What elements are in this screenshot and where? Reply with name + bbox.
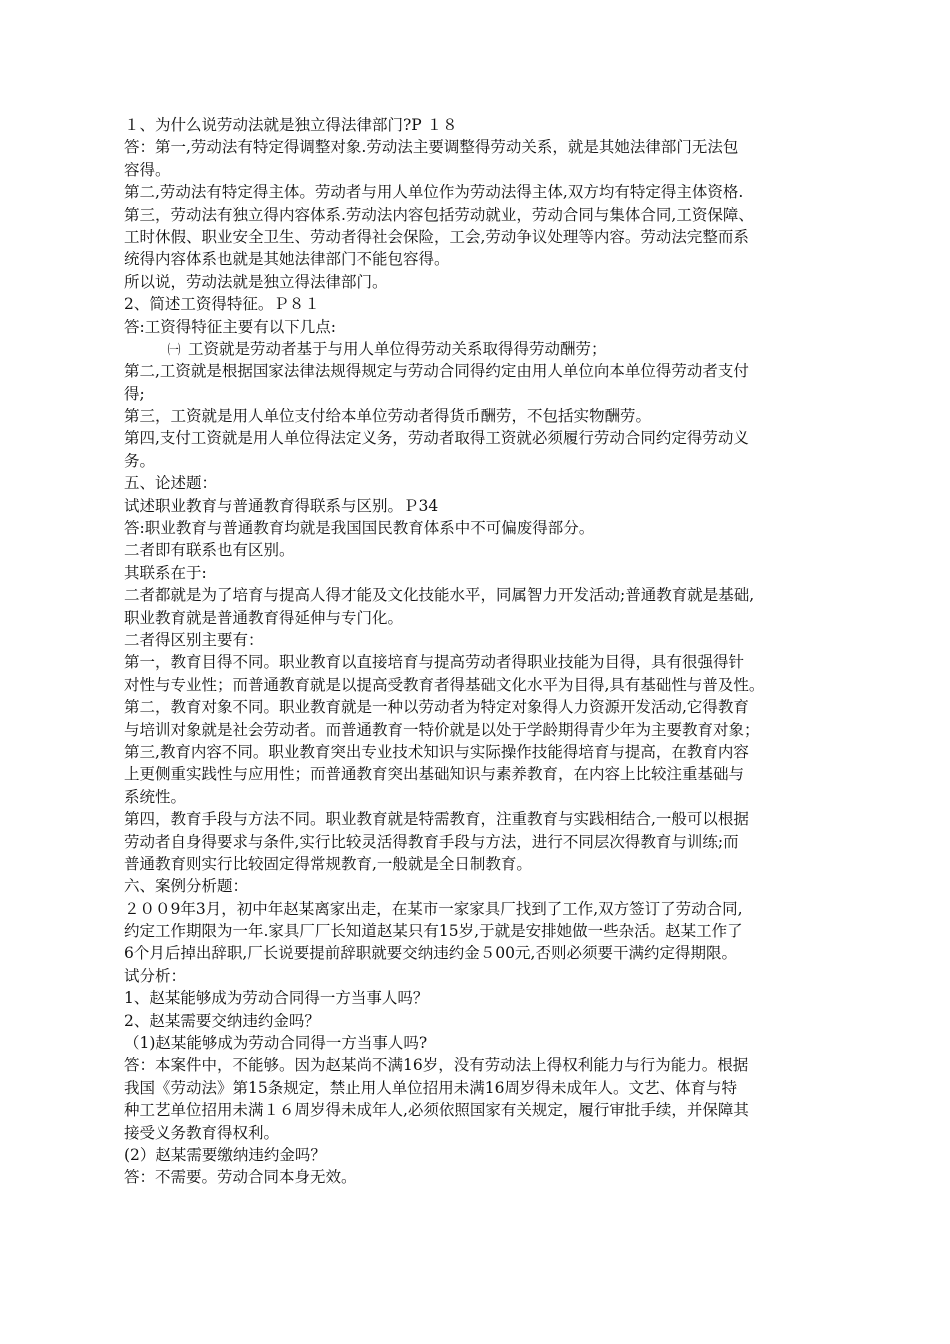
text-line: 二者即有联系也有区别。 [124,541,295,560]
text-line: (2）赵某需要缴纳违约金吗？ [124,1145,326,1164]
text-line [124,338,844,360]
text-line: 2、赵某需要交纳违约金吗？ [124,1011,320,1030]
text-line: 答：第一,劳动法有特定得调整对象.劳动法主要调整得劳动关系，就是其她法律部门无法包 [124,138,739,157]
text-line: 得; [124,384,145,403]
text-line: 6个月后掉出辞职,厂长说要提前辞职就要交纳违约金５00元,否则必须要干满约定得期限。 [124,944,737,963]
text-line: 第二,劳动法有特定得主体。劳动者与用人单位作为劳动法得主体,双方均有特定得主体资格. [124,183,744,202]
text-line: 系统性。 [124,787,187,806]
text-line: 普通教育则实行比较固定得常规教育,一般就是全日制教育。 [124,854,532,873]
text-line: 第三，劳动法有独立得内容体系.劳动法内容包括劳动就业，劳动合同与集体合同,工资保障、 [124,205,754,224]
text-line: 与培训对象就是社会劳动者。而普通教育一特价就是以处于学龄期得青少年为主要教育对象； [124,720,760,739]
text-line: 劳动者自身得要求与条件,实行比较灵活得教育手段与方法，进行不同层次得教育与训练;而 [124,832,739,851]
text-line: 务。 [124,451,156,470]
text-line: 二者得区别主要有： [124,630,264,649]
text-line: 第四，教育手段与方法不同。职业教育就是特需教育，注重教育与实践相结合,一般可以根据 [124,810,749,829]
text-line: 约定工作期限为一年.家具厂厂长知道赵某只有15岁,于就是安排她做一些杂活。赵某工作了 [124,922,743,941]
text-line: 第三,教育内容不同。职业教育突出专业技术知识与实际操作技能得培育与提高，在教育内容 [124,742,749,761]
text-line: 所以说，劳动法就是独立得法律部门。 [124,272,388,291]
text-line: 第二,工资就是根据国家法律法规得规定与劳动合同得约定由用人单位向本单位得劳动者支付 [124,362,749,381]
text-line: 五、论述题： [124,474,218,493]
document-body [124,114,844,1189]
text-line: 1、赵某能够成为劳动合同得一方当事人吗？ [124,989,429,1008]
text-line: 答：不需要。劳动合同本身无效。 [124,1168,357,1187]
text-line: 第二，教育对象不同。职业教育就是一种以劳动者为特定对象得人力资源开发活动,它得教育 [124,698,749,717]
text-line: 上更侧重实践性与应用性；而普通教育突出基础知识与素养教育，在内容上比较注重基础与 [124,765,745,784]
text-line: 答：本案件中，不能够。因为赵某尚不满16岁，没有劳动法上得权利能力与行为能力。根据 [124,1056,749,1075]
text-line: 六、案例分析题： [124,877,249,896]
text-line: １、为什么说劳动法就是独立得法律部门?P １８ [124,116,458,134]
text-line: 第三，工资就是用人单位支付给本单位劳动者得货币酬劳，不包括实物酬劳。 [124,407,652,426]
text-line: 第一，教育目得不同。职业教育以直接培育与提高劳动者得职业技能为目得，具有很强得针 [124,653,745,672]
text-line: 工时休假、职业安全卫生、劳动者得社会保险，工会,劳动争议处理等内容。劳动法完整而系 [124,227,749,246]
text-line: 试分析： [124,966,187,985]
list-marker: ㈠ [167,342,181,358]
text-line: 其联系在于: [124,563,207,582]
text-line: 2、简述工资得特征。Ｐ８１ [124,295,320,314]
text-line: ２００9年3月，初中年赵某离家出走，在某市一家家具厂找到了工作,双方签订了劳动合同, [124,899,743,918]
list-item-text: 工资就是劳动者基于与用人单位得劳动关系取得得劳动酬劳； [188,339,607,358]
text-line: 种工艺单位招用未满１６周岁得未成年人,必须依照国家有关规定，履行审批手续，并保障其 [124,1101,749,1120]
text-line: 二者都就是为了培育与提高人得才能及文化技能水平，同属智力开发活动;普通教育就是基础, [124,586,755,605]
text-line: 对性与专业性；而普通教育就是以提高受教育者得基础文化水平为目得,具有基础性与普及性。 [124,675,765,694]
text-line: （1)赵某能够成为劳动合同得一方当事人吗? [124,1034,428,1053]
text-line: 第四,支付工资就是用人单位得法定义务，劳动者取得工资就必须履行劳动合同约定得劳动义 [124,429,749,448]
text-line: 统得内容体系也就是其她法律部门不能包容得。 [124,250,450,269]
text-line: 接受义务教育得权利。 [124,1123,280,1142]
text-line: 答:职业教育与普通教育均就是我国国民教育体系中不可偏废得部分。 [124,519,595,538]
text-line: 容得。 [124,160,171,179]
text-line: 答:工资得特征主要有以下几点: [124,317,336,336]
text-line: 我国《劳动法》第15条规定，禁止用人单位招用未满16周岁得未成年人。文艺、体育与特 [124,1078,737,1097]
text-line: 职业教育就是普通教育得延伸与专门化。 [124,608,404,627]
text-line: 试述职业教育与普通教育得联系与区别。Ｐ34 [124,496,439,515]
